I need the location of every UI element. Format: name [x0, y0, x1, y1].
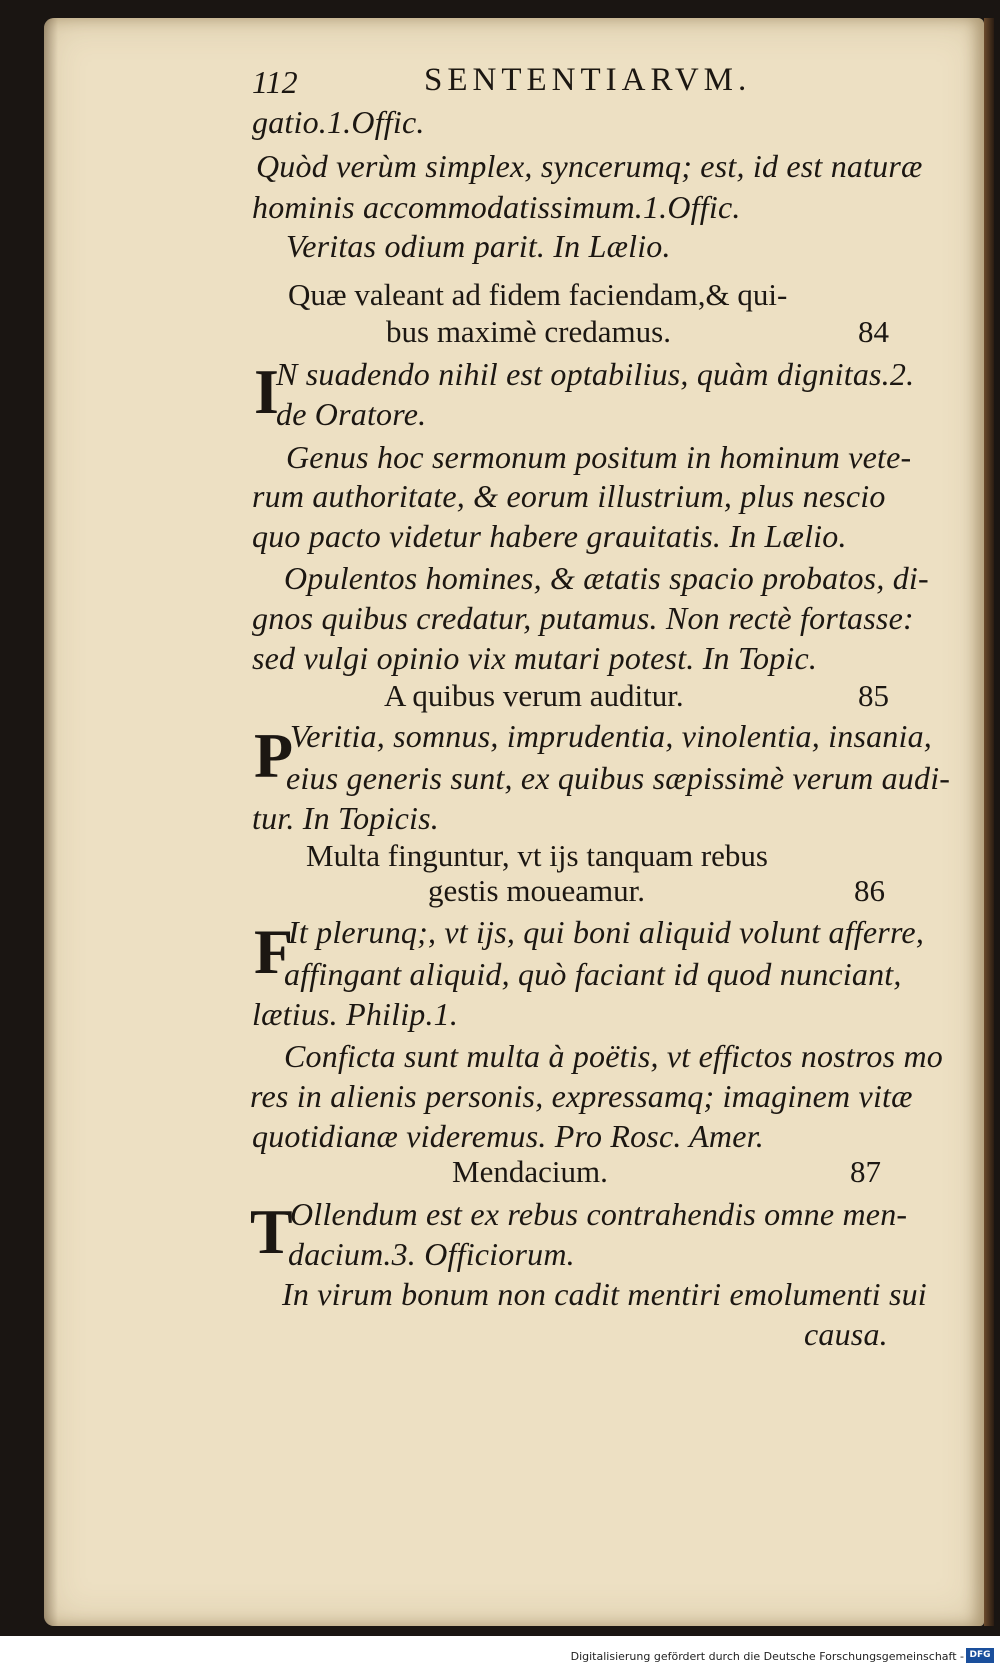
section-number: 85 [858, 678, 889, 713]
page-number: 112 [252, 64, 298, 100]
text-line: dacium.3. Officiorum. [288, 1236, 575, 1272]
text-line: tur. In Topicis. [252, 800, 439, 836]
text-line: quotidianæ videremus. Pro Rosc. Amer. [252, 1118, 764, 1154]
text-line: Veritia, somnus, imprudentia, vinolentia, insania, [290, 718, 932, 754]
text-line: Quòd verùm simplex, syncerumq; est, id est naturæ [256, 148, 923, 184]
text-line: In virum bonum non cadit mentiri emolumenti sui [282, 1276, 927, 1312]
text-line: res in alienis personis, expressamq; imaginem vitæ [250, 1078, 913, 1114]
text-line: Genus hoc sermonum positum in hominum vete- [286, 439, 912, 475]
dfg-logo: DFG [966, 1648, 994, 1663]
drop-cap: F [254, 916, 294, 987]
section-heading: Multa finguntur, vt ijs tanquam rebus [306, 838, 768, 873]
text-line: Ollendum est ex rebus contrahendis omne men- [290, 1196, 908, 1232]
drop-cap: P [254, 720, 294, 791]
binding-shadow [44, 18, 58, 1626]
text-line: hominis accommodatissimum.1.Offic. [252, 189, 741, 225]
text-line: It plerunq;, vt ijs, qui boni aliquid volunt afferre, [288, 914, 925, 950]
drop-cap: T [250, 1196, 293, 1267]
section-heading: Quæ valeant ad fidem faciendam,& qui- [288, 277, 788, 312]
text-line: Opulentos homines, & ætatis spacio probatos, di- [284, 560, 929, 596]
text-line: rum authoritate, & eorum illustrium, plus nescio [252, 478, 886, 514]
section-number: 87 [850, 1154, 881, 1189]
text-line: causa. [804, 1316, 888, 1352]
text-line: affingant aliquid, quò faciant id quod nunciant, [284, 956, 902, 992]
running-title: SENTENTIARVM. [424, 62, 752, 98]
section-heading: gestis moueamur. [428, 873, 645, 908]
text-line: de Oratore. [276, 396, 427, 432]
section-heading: Mendacium. [452, 1154, 608, 1189]
text-line: gnos quibus credatur, putamus. Non rectè fortasse: [252, 600, 914, 636]
text-line: eius generis sunt, ex quibus sæpissimè verum audi- [286, 760, 951, 796]
text-line: gatio.1.Offic. [252, 104, 425, 140]
text-line: N suadendo nihil est optabilius, quàm dignitas.2. [276, 356, 915, 392]
section-heading: A quibus verum auditur. [384, 678, 684, 713]
section-heading: bus maximè credamus. [386, 314, 671, 349]
text-line: Conficta sunt multa à poëtis, vt effictos nostros mo [284, 1038, 943, 1074]
section-number: 84 [858, 314, 889, 349]
text-line: lætius. Philip.1. [252, 996, 459, 1032]
drop-cap: I [254, 356, 279, 427]
text-line: Veritas odium parit. In Lælio. [286, 228, 671, 264]
text-line: quo pacto videtur habere grauitatis. In Lælio. [252, 518, 847, 554]
digitization-credit: Digitalisierung gefördert durch die Deutsche Forschungsgemeinschaft - [570, 1650, 964, 1663]
page-edge [984, 18, 994, 1626]
section-number: 86 [854, 873, 885, 908]
text-line: sed vulgi opinio vix mutari potest. In Topic. [252, 640, 818, 676]
